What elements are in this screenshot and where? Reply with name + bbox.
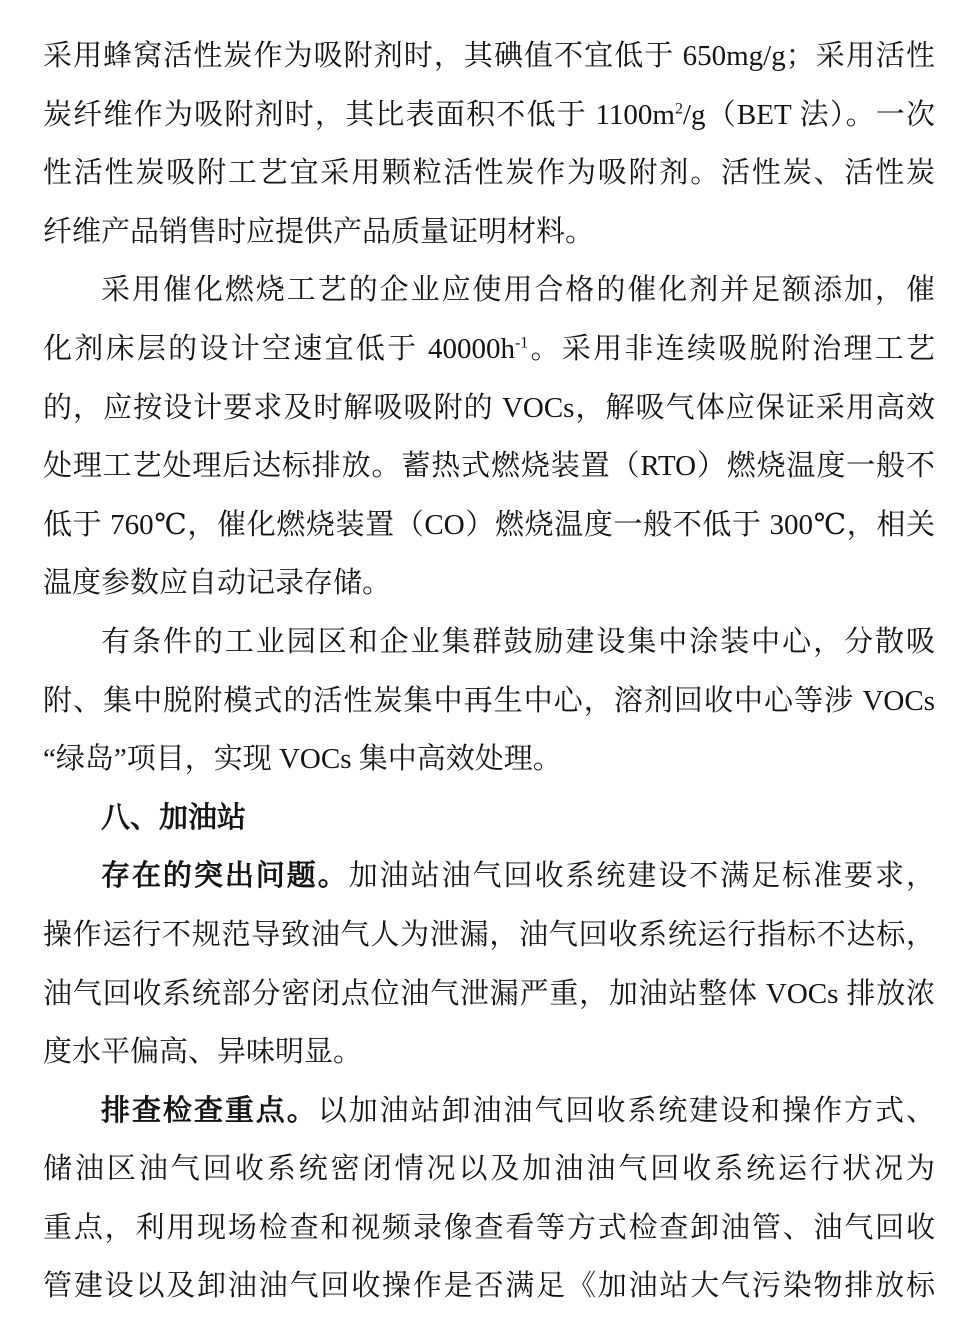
bold-text-run: 八、加油站 [101,801,247,834]
superscript-text-run: -1 [514,334,529,352]
text-line [43,1257,935,1316]
text-line [43,379,935,438]
text-run: /g（BET 法）。一次 [682,98,935,131]
document-body [43,27,935,1316]
text-run: 低于 760℃，催化燃烧装置（CO）燃烧温度一般不低于 300℃，相关 [43,508,935,541]
text-run: 重点，利用现场检查和视频录像查看等方式检查卸油管、油气回收 [43,1211,935,1244]
text-run: 的，应按设计要求及时解吸吸附的 VOCs，解吸气体应保证采用高效 [43,391,935,424]
text-run: 油气回收系统部分密闭点位油气泄漏严重，加油站整体 VOCs 排放浓 [43,977,935,1010]
superscript-text-run: 2 [674,99,683,117]
text-line [43,86,935,145]
text-run: 炭纤维作为吸附剂时，其比表面积不低于 1100m [43,98,675,131]
text-line [43,320,935,379]
text-line [43,261,935,320]
text-line [43,1023,935,1082]
text-line [43,672,935,731]
text-line [43,496,935,555]
text-run: 性活性炭吸附工艺宜采用颗粒活性炭作为吸附剂。活性炭、活性炭 [43,157,935,190]
text-line [43,437,935,496]
text-run: 处理工艺处理后达标排放。蓄热式燃烧装置（RTO）燃烧温度一般不 [43,450,935,483]
text-line [43,789,935,848]
text-run: 纤维产品销售时应提供产品质量证明材料。 [43,215,595,248]
text-line [43,906,935,965]
text-run: 储油区油气回收系统密闭情况以及加油油气回收系统运行状况为 [43,1153,935,1186]
text-run: 度水平偏高、异味明显。 [43,1036,363,1069]
text-run: 温度参数应自动记录存储。 [43,567,392,600]
text-run: 管建设以及卸油油气回收操作是否满足《加油站大气污染物排放标 [43,1270,935,1303]
text-run: 以加油站卸油油气回收系统建设和操作方式、 [317,1094,935,1127]
text-line [43,203,935,262]
text-line [43,554,935,613]
text-line [43,965,935,1024]
text-run: 附、集中脱附模式的活性炭集中再生中心，溶剂回收中心等涉 VOCs [43,684,935,717]
text-run: 采用蜂窝活性炭作为吸附剂时，其碘值不宜低于 650mg/g；采用活性 [43,40,935,72]
text-run: 有条件的工业园区和企业集群鼓励建设集中涂装中心，分散吸 [101,625,935,658]
text-line [43,1082,935,1141]
text-line [43,27,935,86]
text-run: 采用催化燃烧工艺的企业应使用合格的催化剂并足额添加，催 [101,274,935,307]
text-run: 操作运行不规范导致油气人为泄漏，油气回收系统运行指标不达标， [43,918,935,951]
bold-text-run: 排查检查重点。 [101,1094,318,1127]
bold-text-run: 存在的突出问题。 [101,860,349,893]
text-line [43,1140,935,1199]
text-run: 化剂床层的设计空速宜低于 40000h [43,332,515,365]
text-line [43,613,935,672]
text-line [43,847,935,906]
text-line [43,144,935,203]
text-run: “绿岛”项目，实现 VOCs 集中高效处理。 [43,743,562,776]
text-run: 。采用非连续吸脱附治理工艺 [528,332,935,365]
text-run: 加油站油气回收系统建设不满足标准要求， [348,860,935,893]
text-line [43,730,935,789]
text-line [43,1199,935,1258]
